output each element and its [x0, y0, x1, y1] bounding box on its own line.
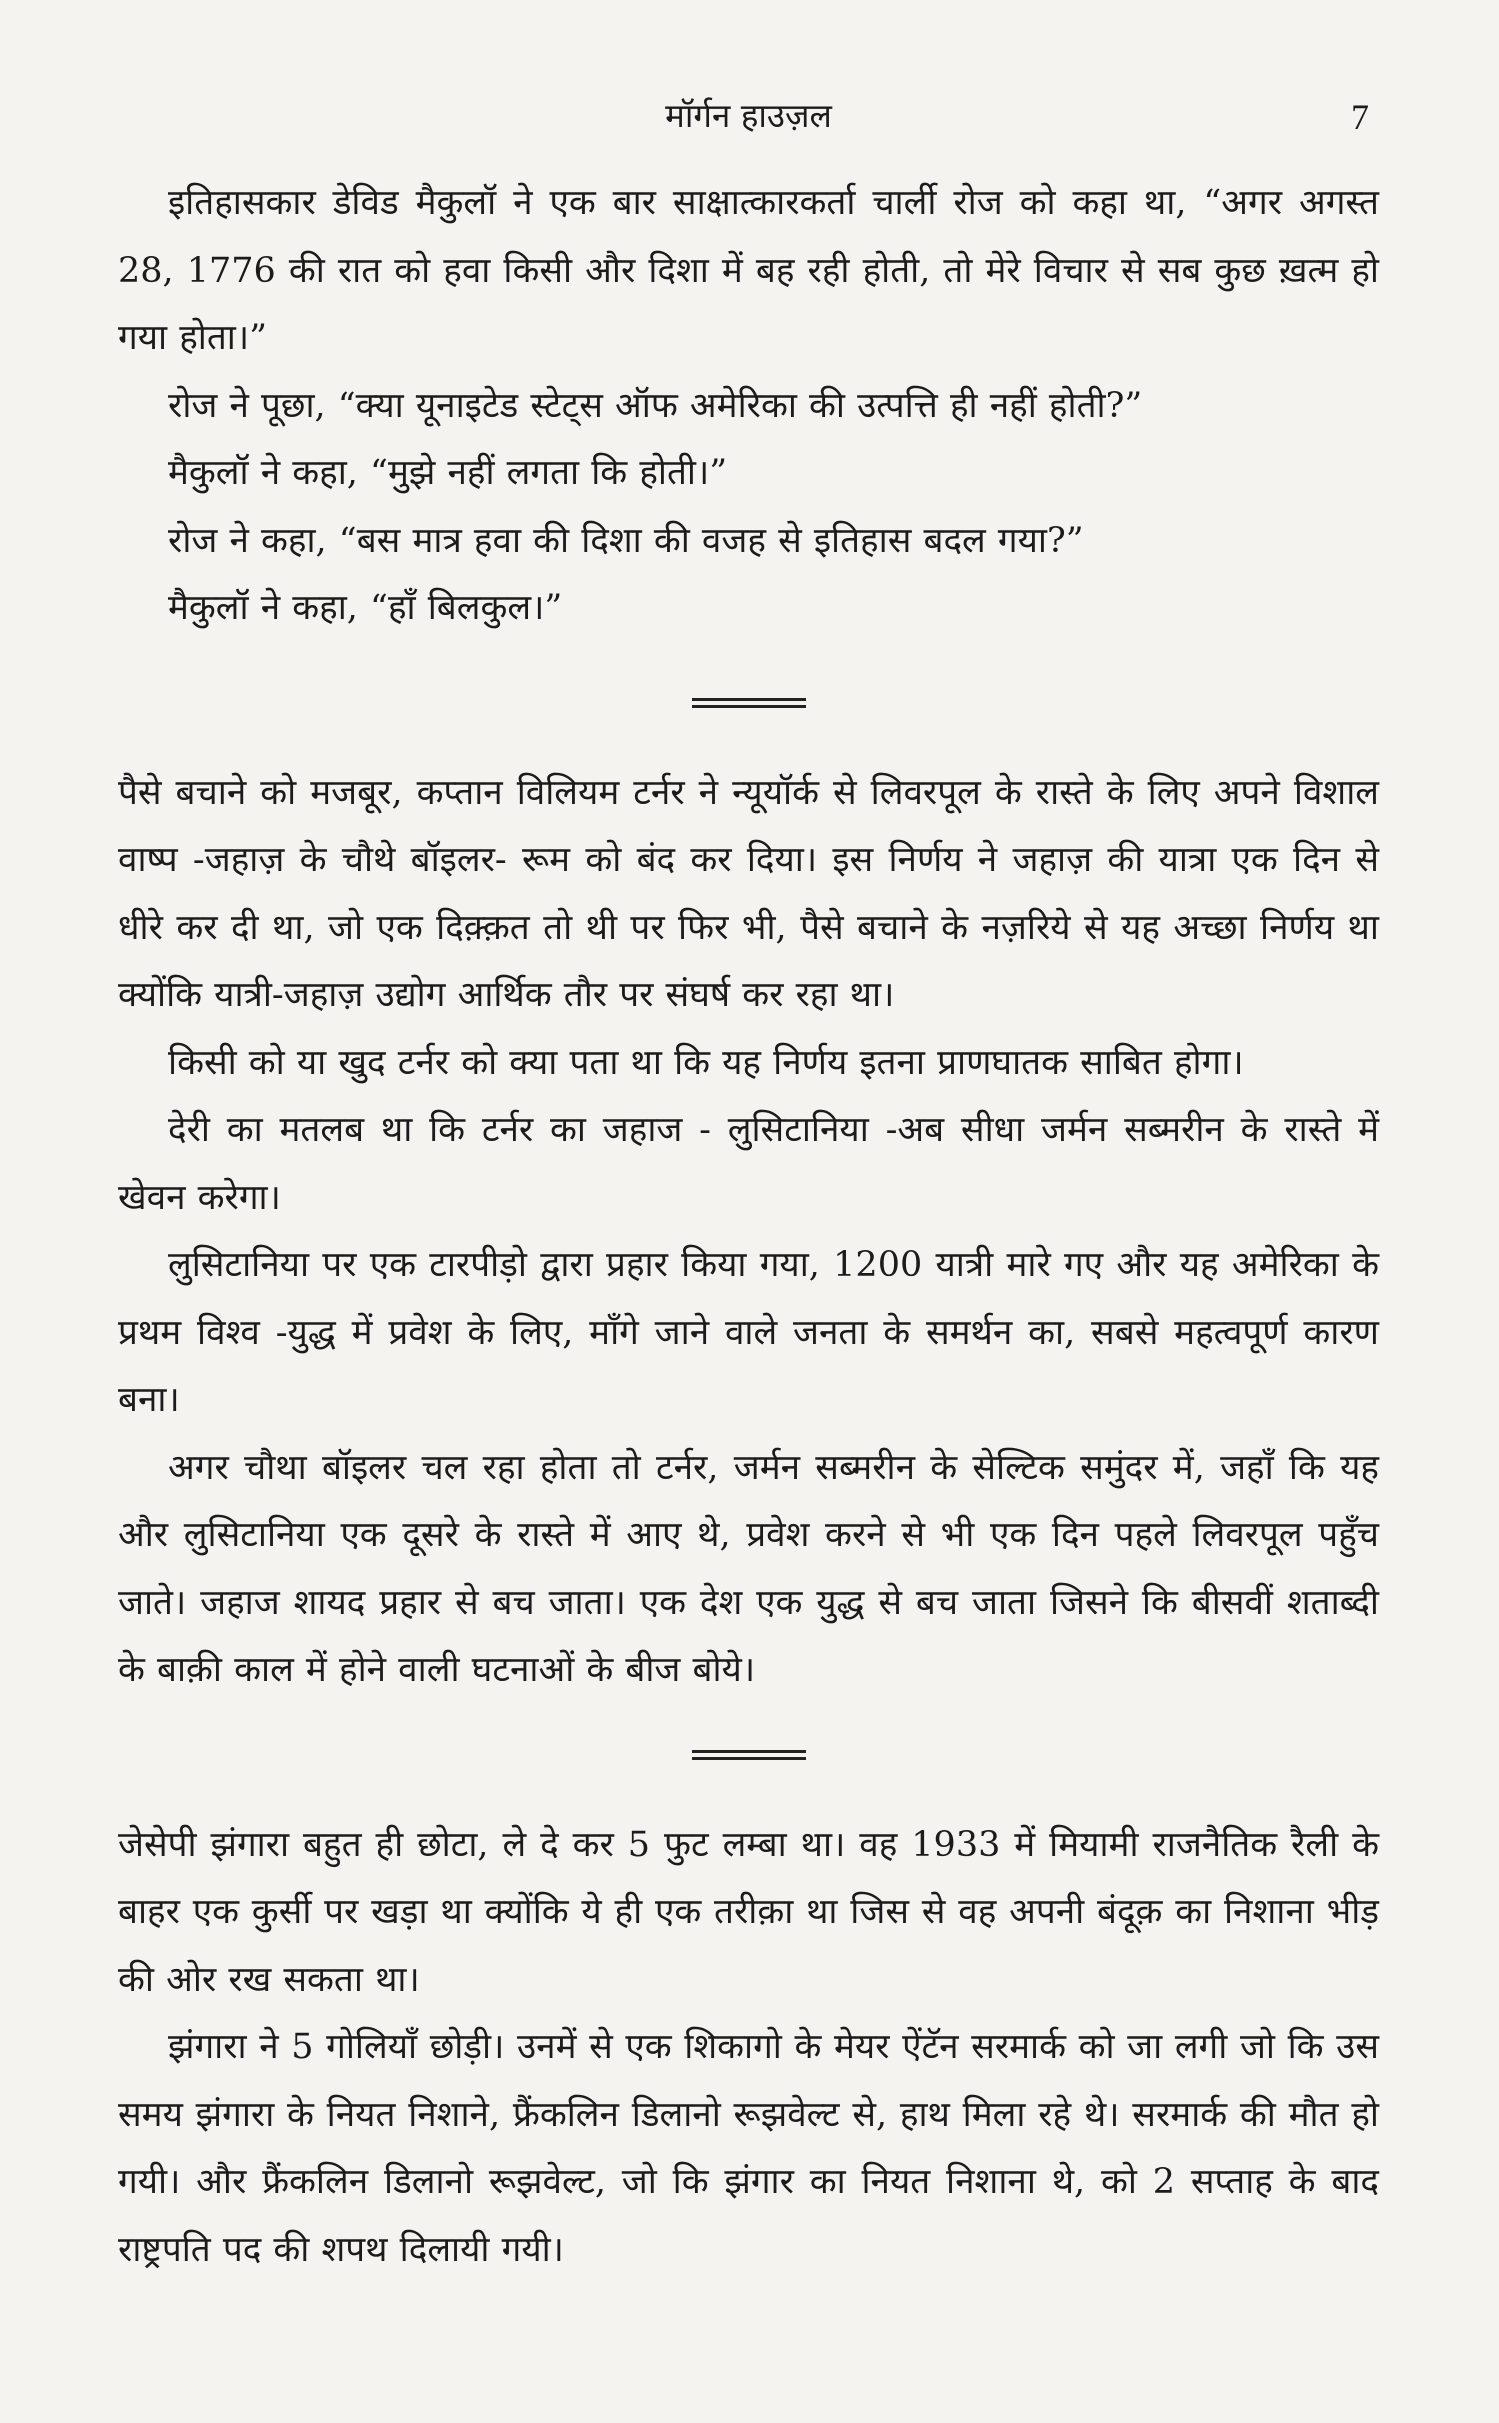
dialog-line: मैकुलॉ ने कहा, “हाँ बिलकुल।”: [168, 588, 563, 628]
running-title: मॉर्गन हाउज़ल: [665, 96, 832, 135]
paragraph: जेसेपी झंगारा बहुत ही छोटा, ले दे कर 5 फुट लम्बा था। वह 1933 में मियामी राजनैतिक रैली के बाहर एक कुर्सी पर खड़ा था क्योंकि ये ही एक तरीक़ा था जिस से वह अपनी बंदूक़ का निशाना भीड़ की ओर रख सकता था।: [118, 1824, 1379, 2000]
paragraph: इतिहासकार डेविड मैकुलॉ ने एक बार साक्षात्कारकर्ता चार्ली रोज को कहा था, “अगर अगस्त 28, 1776 की रात को हवा किसी और दिशा में बह रही होती, तो मेरे विचार से सब कुछ ख़त्म हो गया होता।”: [118, 183, 1379, 358]
section-lusitania: [118, 760, 1379, 1705]
paragraph: देरी का मतलब था कि टर्नर का जहाज - लुसिटानिया -अब सीधा जर्मन सब्मरीन के रास्ते में खेवन करेगा।: [118, 1110, 1379, 1218]
page-number: 7: [1351, 97, 1369, 137]
section-divider: [692, 698, 806, 708]
dialog-line: रोज ने पूछा, “क्या यूनाइटेड स्टेट्स ऑफ अमेरिका की उत्पत्ति ही नहीं होती?”: [168, 385, 1143, 426]
dialog-line: रोज ने कहा, “बस मात्र हवा की दिशा की वजह से इतिहास बदल गया?”: [168, 520, 1084, 561]
paragraph: किसी को या खुद टर्नर को क्या पता था कि यह निर्णय इतना प्राणघातक साबित होगा।: [168, 1042, 1244, 1083]
section-zangara: [118, 1812, 1379, 2285]
paragraph: अगर चौथा बॉइलर चल रहा होता तो टर्नर, जर्मन सब्मरीन के सेल्टिक समुंदर में, जहाँ कि यह और लुसिटानिया एक दूसरे के रास्ते में आए थे, प्रवेश करने से भी एक दिन पहले लिवरपूल पहुँच जाते। जहाज शायद प्रहार से बच जाता। एक देश एक युद्ध से बच जाता जिसने कि बीसवीं शताब्दी के बाक़ी काल में होने वाली घटनाओं के बीज बोये।: [118, 1447, 1379, 1690]
section-divider: [692, 1750, 806, 1760]
paragraph: पैसे बचाने को मजबूर, कप्तान विलियम टर्नर ने न्यूयॉर्क से लिवरपूल के रास्ते के लिए अपने विशाल वाष्प -जहाज़ के चौथे बॉइलर- रूम को बंद कर दिया। इस निर्णय ने जहाज़ की यात्रा एक दिन से धीरे कर दी था, जो एक दिक़्क़त तो थी पर फिर भी, पैसे बचाने के नज़रिये से यह अच्छा निर्णय था क्योंकि यात्री-जहाज़ उद्योग आर्थिक तौर पर संघर्ष कर रहा था।: [118, 772, 1379, 1015]
dialog-line: मैकुलॉ ने कहा, “मुझे नहीं लगता कि होती।”: [168, 453, 728, 493]
paragraph: लुसिटानिया पर एक टारपीड़ो द्वारा प्रहार किया गया, 1200 यात्री मारे गए और यह अमेरिका के प्रथम विश्व -युद्ध में प्रवेश के लिए, माँगे जाने वाले जनता के समर्थन का, सबसे महत्वपूर्ण कारण बना।: [118, 1245, 1379, 1420]
section-mccullough: [118, 170, 1379, 643]
paragraph: झंगारा ने 5 गोलियाँ छोड़ी। उनमें से एक शिकागो के मेयर ऐंटॅन सरमार्क को जा लगी जो कि उस समय झंगारा के नियत निशाने, फ्रैंकलिन डिलानो रूझवेल्ट से, हाथ मिला रहे थे। सरमार्क की मौत हो गयी। और फ्रैंकलिन डिलानो रूझवेल्ट, जो कि झंगार का नियत निशाना थे, को 2 सप्ताह के बाद राष्ट्रपति पद की शपथ दिलायी गयी।: [118, 2027, 1379, 2270]
running-header: [118, 0, 1379, 170]
